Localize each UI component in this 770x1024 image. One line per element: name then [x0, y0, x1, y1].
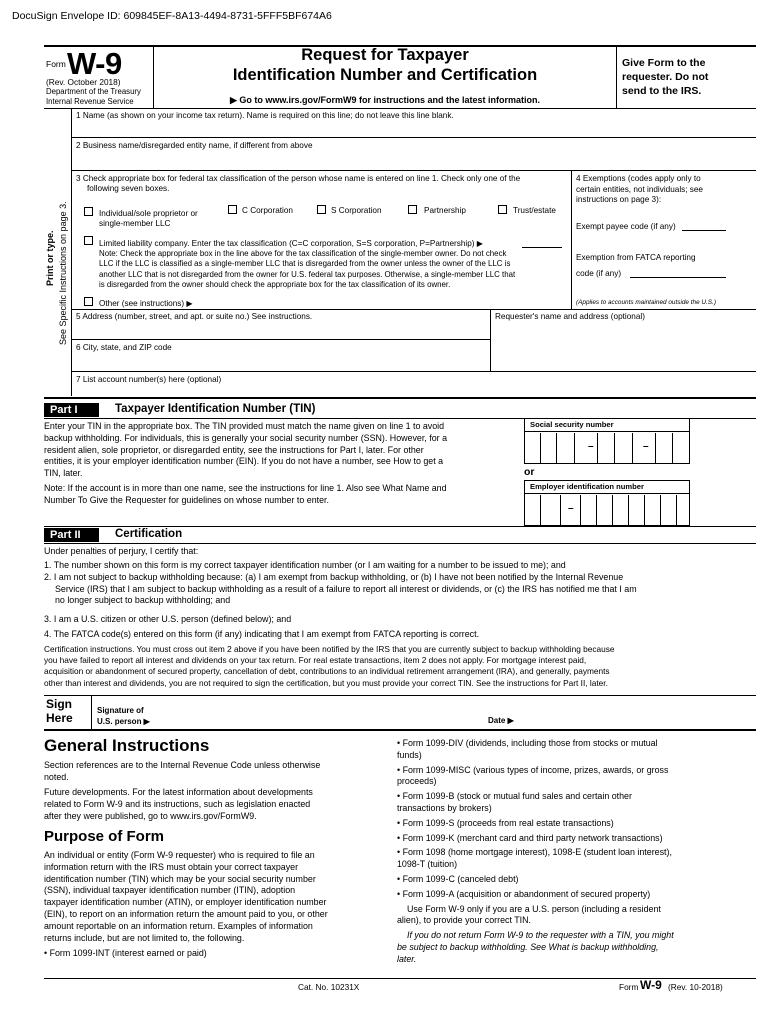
certification-items: [44, 560, 756, 607]
exemptions-line2: certain entities, not individuals; see: [576, 184, 703, 194]
general-intro-line2: noted.: [44, 771, 69, 782]
purpose-line3: identification number (TIN) which may be your social security number: [44, 873, 316, 884]
label-individual: Individual/sole proprietor or: [99, 209, 198, 218]
part1-line2: backup withholding. For individuals, this is generally your social security number (SSN). However, for a: [44, 432, 448, 443]
fatca-label: Exemption from FATCA reporting: [576, 253, 696, 262]
side-print-text: Print or type.: [45, 230, 55, 286]
give-form-note: [622, 56, 708, 98]
requester-divider: [490, 309, 491, 371]
envelope-id: DocuSign Envelope ID: 609845EF-8A13-4494-8731-5FFF5BF674A6: [12, 10, 332, 22]
header-divider-right: [616, 47, 617, 108]
ein-sep2: [560, 495, 576, 525]
ein-sep7: [644, 495, 660, 525]
exemptions-label: [576, 174, 703, 206]
form-revision: (Rev. October 2018): [46, 77, 121, 87]
part1-title: Taxpayer Identification Number (TIN): [115, 403, 316, 415]
ein-sep8: [660, 495, 676, 525]
part1-line3: resident alien, sole proprietor, or disregarded entity, see the instructions for Part I, later. For other: [44, 444, 424, 455]
sign-bottom-rule: [44, 729, 756, 731]
ssn-sep6: [632, 433, 648, 463]
line6-label: 6 City, state, and ZIP code: [76, 343, 172, 352]
future-line3: after they were published, go to www.irs.gov/FormW9.: [44, 810, 257, 821]
line2-label: 2 Business name/disregarded entity name, if different from above: [76, 141, 313, 150]
footer-form-name: W-9: [640, 978, 662, 992]
ssn-sep4: [597, 433, 613, 463]
rule-line1: [71, 137, 756, 138]
part1-text: [44, 421, 447, 480]
part2-label: Part II: [44, 528, 99, 542]
cert-instr-line3: acquisition or abandonment of secured property, cancellation of debt, contributions to an individual retirement arrangement (IRA), and generally, payments: [44, 666, 610, 677]
account-numbers-field[interactable]: [72, 385, 756, 397]
ssn-sep8: [672, 433, 688, 463]
ein-dash: –: [568, 503, 574, 514]
fatca-label-2: code (if any): [576, 269, 622, 278]
rule-line5: [71, 339, 490, 340]
checkbox-trust-estate[interactable]: [498, 205, 507, 214]
form-1098-2: 1098-T (tuition): [397, 859, 458, 870]
ssn-label: Social security number: [530, 420, 614, 429]
purpose-line2: information return with the IRS must obtain your correct taxpayer: [44, 861, 299, 872]
give-line1: Give Form to the: [622, 57, 706, 69]
dept-line1: Department of the Treasury: [46, 87, 141, 96]
signature-label: [97, 705, 150, 727]
give-line3: send to the IRS.: [622, 85, 702, 97]
checkbox-other[interactable]: [84, 297, 93, 306]
dept-line2: Internal Revenue Service: [46, 97, 134, 106]
exempt-payee-label: Exempt payee code (if any): [576, 222, 676, 231]
ein-sep5: [612, 495, 628, 525]
exempt-payee-field[interactable]: [682, 230, 726, 231]
purpose-line8: returns include, but are not limited to, the following.: [44, 932, 245, 943]
general-instructions-heading: General Instructions: [44, 736, 210, 755]
rule-line2: [71, 170, 756, 171]
llc-note: [99, 249, 569, 290]
cert-item2b: Service (IRS) that I am subject to backup withholding as a result of a failure to report all interest or dividends, or (c) the IRS has notified me that I am: [55, 583, 637, 594]
general-intro: [44, 760, 320, 784]
line5-label: 5 Address (number, street, and apt. or suite no.) See instructions.: [76, 312, 313, 321]
footer-form-word: Form: [619, 982, 639, 992]
form-1099-misc: • Form 1099-MISC (various types of income, prizes, awards, or gross: [397, 764, 669, 775]
city-state-zip-field[interactable]: [72, 353, 490, 370]
label-other: Other (see instructions) ▶: [99, 299, 193, 308]
requester-label: Requester's name and address (optional): [495, 312, 645, 321]
ssn-sep7: [655, 433, 671, 463]
goto-instructions: ▶ Go to www.irs.gov/FormW9 for instructions and the latest information.: [229, 95, 541, 105]
here-word: Here: [46, 710, 73, 725]
ein-sep6: [628, 495, 644, 525]
checkbox-s-corporation[interactable]: [317, 205, 326, 214]
purpose-line1: An individual or entity (Form W-9 requester) who is required to file an: [44, 850, 315, 860]
purpose-line5: taxpayer identification number (ATIN), or employer identification number: [44, 897, 327, 908]
form-1099-b-2: transactions by brokers): [397, 802, 492, 813]
ssn-sep2: [556, 433, 572, 463]
backup-line2: be subject to backup withholding. See What is backup withholding,: [397, 941, 659, 952]
form-1099-misc-2: proceeds): [397, 776, 437, 787]
give-line2: requester. Do not: [622, 71, 709, 83]
requester-field[interactable]: [492, 322, 756, 370]
fatca-field[interactable]: [630, 277, 726, 278]
purpose-line4: (SSN), individual taxpayer identification number (ITIN), adoption: [44, 885, 296, 896]
fatca-applies-note: (Applies to accounts maintained outside the U.S.): [576, 299, 716, 306]
form-1099-c: • Form 1099-C (canceled debt): [397, 873, 519, 884]
future-developments: [44, 787, 313, 822]
use-w9-line1: Use Form W-9 only if you are a U.S. person (including a resident: [407, 903, 661, 914]
header-bottom-rule: [44, 108, 756, 109]
form-1099-a: • Form 1099-A (acquisition or abandonment of secured property): [397, 888, 651, 899]
note-line3: another LLC that is not disregarded from the owner for U.S. federal tax purposes. Otherwise, a single-member LLC that: [99, 269, 516, 279]
business-name-field[interactable]: [72, 151, 756, 169]
rule-line6: [71, 371, 756, 372]
sign-divider: [91, 695, 92, 729]
form-1099-div-2: funds): [397, 749, 422, 760]
form-1098: • Form 1098 (home mortgage interest), 1098-E (student loan interest),: [397, 847, 672, 858]
note-line4: is disregarded from the owner should check the appropriate box for the tax classification of its owner.: [99, 279, 451, 289]
purpose-text: [44, 850, 328, 944]
sign-here-label: [46, 698, 73, 725]
footer-revision: (Rev. 10-2018): [668, 982, 723, 992]
purpose-line7: amount reportable on an information return. Examples of information: [44, 920, 313, 931]
cert-instructions: [44, 644, 756, 689]
label-trust-estate: Trust/estate: [513, 206, 556, 215]
rule-line3: [71, 309, 756, 310]
sign-top-rule: [44, 695, 756, 696]
perjury-intro: Under penalties of perjury, I certify that:: [44, 546, 199, 556]
ein-label: Employer identification number: [530, 482, 644, 491]
catalog-number: Cat. No. 10231X: [298, 982, 360, 992]
label-partnership: Partnership: [424, 206, 466, 215]
ein-sep4: [596, 495, 612, 525]
title-line2: Identification Number and Certification: [232, 66, 538, 84]
purpose-heading: Purpose of Form: [44, 828, 165, 845]
rule-line7: [44, 397, 756, 399]
form-1099-div: • Form 1099-DIV (dividends, including those from stocks or mutual: [397, 738, 658, 748]
line3-label: 3 Check appropriate box for federal tax classification of the person whose name is entered on line 1. Check only one of the: [76, 174, 521, 183]
exemptions-line1: 4 Exemptions (codes apply only to: [576, 174, 701, 183]
cert-item2c: no longer subject to backup withholding; and: [55, 595, 231, 606]
line3-label-2: following seven boxes.: [87, 184, 170, 193]
sign-word: Sign: [46, 697, 72, 711]
part2-title-rule: [44, 543, 756, 544]
form-1099-int: • Form 1099-INT (interest earned or paid): [44, 948, 207, 958]
form-1099-k: • Form 1099-K (merchant card and third party network transactions): [397, 832, 663, 843]
cert-item3: 3. I am a U.S. citizen or other U.S. person (defined below); and: [44, 614, 292, 624]
label-c-corporation: C Corporation: [242, 206, 293, 215]
part1-note-line2: Number To Give the Requester for guidelines on whose number to enter.: [44, 494, 329, 505]
note-line2: LLC if the LLC is classified as a single-member LLC that is disregarded from the owner unless the owner of the LLC is: [99, 259, 511, 269]
ein-sep1: [540, 495, 556, 525]
form-1099-s: • Form 1099-S (proceeds from real estate transactions): [397, 817, 614, 828]
form-word: Form: [46, 59, 66, 69]
label-llc: Limited liability company. Enter the tax classification (C=C corporation, S=S corporation, P=Partnership) ▶: [99, 239, 484, 248]
ssn-dash2: –: [643, 441, 649, 452]
checkbox-llc[interactable]: [84, 236, 93, 245]
title-line1: Request for Taxpayer: [301, 46, 469, 64]
exemptions-divider: [571, 170, 572, 309]
purpose-line6: (EIN), to report on an information return the amount paid to you, or other: [44, 908, 328, 919]
checkbox-individual[interactable]: [84, 207, 93, 216]
cert-instr-line2: you have failed to report all interest and dividends on your tax return. For real estate transactions, item 2 does not apply. For mortgage interest paid,: [44, 655, 587, 666]
name-field[interactable]: [72, 121, 756, 137]
label-individual-2: single-member LLC: [99, 219, 171, 228]
address-field[interactable]: [72, 322, 490, 339]
form-1099-b: • Form 1099-B (stock or mutual fund sales and certain other: [397, 791, 632, 802]
part1-label: Part I: [44, 403, 99, 417]
future-line2: related to Form W-9 and its instructions, such as legislation enacted: [44, 798, 311, 809]
date-label: Date ▶: [488, 716, 514, 725]
ssn-sep1: [540, 433, 556, 463]
checkbox-c-corporation[interactable]: [228, 205, 237, 214]
part1-line4: entities, it is your employer identification number (EIN). If you do not have a number, see How to get a: [44, 456, 444, 467]
exemptions-line3: instructions on page 3):: [576, 195, 662, 204]
cert-item4: 4. The FATCA code(s) entered on this form (if any) indicating that I am exempt from FATCA reporting is correct.: [44, 629, 480, 639]
signature-line1: Signature of: [97, 706, 144, 715]
side-see-text: See Specific Instructions on page 3.: [58, 201, 68, 345]
part1-line5: TIN, later.: [44, 468, 83, 479]
cert-instr-line4: other than interest and dividends, you are not required to sign the certification, but you must provide your correct TIN. See the instructions for Part II, later.: [44, 677, 608, 688]
forms-list: [397, 738, 727, 966]
cert-item2a: 2. I am not subject to backup withholding because: (a) I am exempt from backup withholding, or (b) I have not been notified by the Internal Revenue: [44, 571, 624, 582]
cert-item1: 1. The number shown on this form is my correct taxpayer identification number (or I am waiting for a number to be issued to me); and: [44, 560, 566, 570]
ssn-dash1: –: [588, 441, 594, 452]
form-name: W-9: [67, 46, 122, 81]
date-field[interactable]: [525, 700, 755, 726]
checkbox-partnership[interactable]: [408, 205, 417, 214]
general-intro-line1: Section references are to the Internal Revenue Code unless otherwise: [44, 760, 321, 770]
backup-line3: later.: [397, 953, 417, 964]
part1-note: [44, 483, 447, 507]
part2-title: Certification: [115, 528, 183, 540]
note-line1: Note: Check the appropriate box in the line above for the tax classification of the single-member owner. Do not check: [99, 249, 507, 258]
cert-instr-line1: Certification instructions. You must cross out item 2 above if you have been notified by the IRS that you are currently subject to backup withholding because: [44, 644, 615, 654]
signature-line2: U.S. person ▶: [97, 717, 150, 726]
future-line1: Future developments. For the latest information about developments: [44, 787, 313, 797]
part2-top-rule: [44, 526, 756, 527]
llc-classification-field[interactable]: [522, 247, 562, 248]
ein-sep9: [676, 495, 692, 525]
line7-label: 7 List account number(s) here (optional): [76, 375, 222, 384]
label-s-corporation: S Corporation: [331, 206, 382, 215]
part1-line1: Enter your TIN in the appropriate box. The TIN provided must match the name given on line 1 to avoid: [44, 421, 445, 431]
use-w9-line2: alien), to provide your correct TIN.: [397, 915, 532, 926]
ssn-sep5: [614, 433, 630, 463]
ein-sep3: [580, 495, 596, 525]
line1-label: 1 Name (as shown on your income tax return). Name is required on this line; do not leave this line blank.: [76, 111, 454, 120]
part1-note-line1: Note: If the account is in more than one name, see the instructions for line 1. Also see What Name and: [44, 483, 447, 493]
or-label: or: [524, 466, 535, 478]
backup-line1: If you do not return Form W-9 to the requester with a TIN, you might: [407, 930, 674, 941]
signature-field[interactable]: [190, 700, 480, 726]
